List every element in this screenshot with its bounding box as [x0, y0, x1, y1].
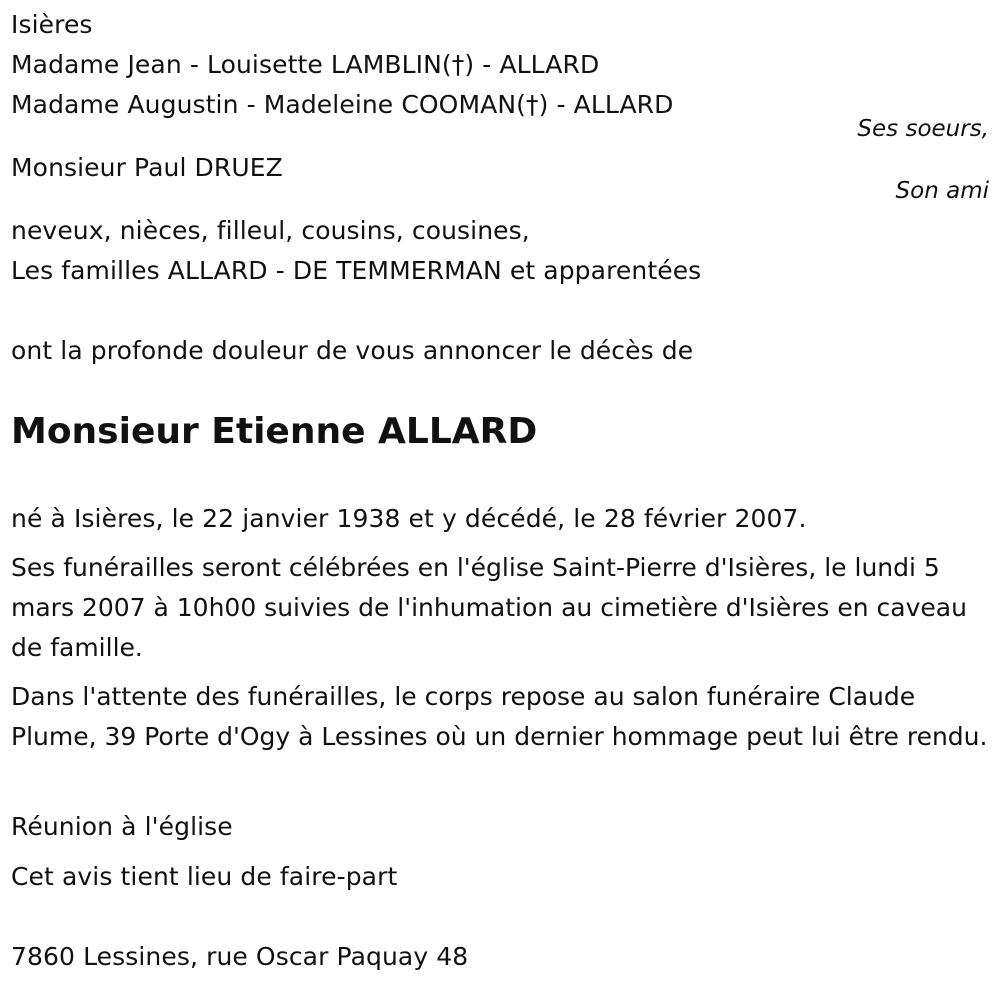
birth-death-line: né à Isières, le 22 janvier 1938 et y décédé, le 28 février 2007.	[11, 504, 807, 533]
address-line: 7860 Lessines, rue Oscar Paquay 48	[11, 942, 469, 971]
friend-line: Monsieur Paul DRUEZ	[11, 153, 283, 182]
notice-line: Cet avis tient lieu de faire-part	[11, 862, 398, 891]
place-name: Isières	[11, 10, 93, 39]
sisters-label: Ses soeurs,	[857, 116, 989, 142]
viewing-paragraph: Dans l'attente des funérailles, le corps repose au salon funéraire Claude Plume, 39 Porte d'Ogy à Lessines où un dernier hommage peut lui être rendu.	[11, 682, 988, 751]
friend-label: Son ami	[895, 178, 989, 204]
relatives-line: neveux, nièces, filleul, cousins, cousines,	[11, 216, 530, 245]
sister-2-line: Madame Augustin - Madeleine COOMAN(†) - ALLARD	[11, 90, 674, 119]
sister-1-line: Madame Jean - Louisette LAMBLIN(†) - ALLARD	[11, 50, 600, 79]
deceased-name-heading: Monsieur Etienne ALLARD	[11, 411, 538, 452]
meeting-line: Réunion à l'église	[11, 812, 233, 841]
funeral-paragraph: Ses funérailles seront célébrées en l'église Saint-Pierre d'Isières, le lundi 5 mars 2007 à 10h00 suivies de l'inhumation au cimetière d'Isières en caveau de famille.	[11, 553, 967, 662]
announcement-text: ont la profonde douleur de vous annoncer le décès de	[11, 336, 694, 365]
families-line: Les familles ALLARD - DE TEMMERMAN et apparentées	[11, 256, 702, 285]
